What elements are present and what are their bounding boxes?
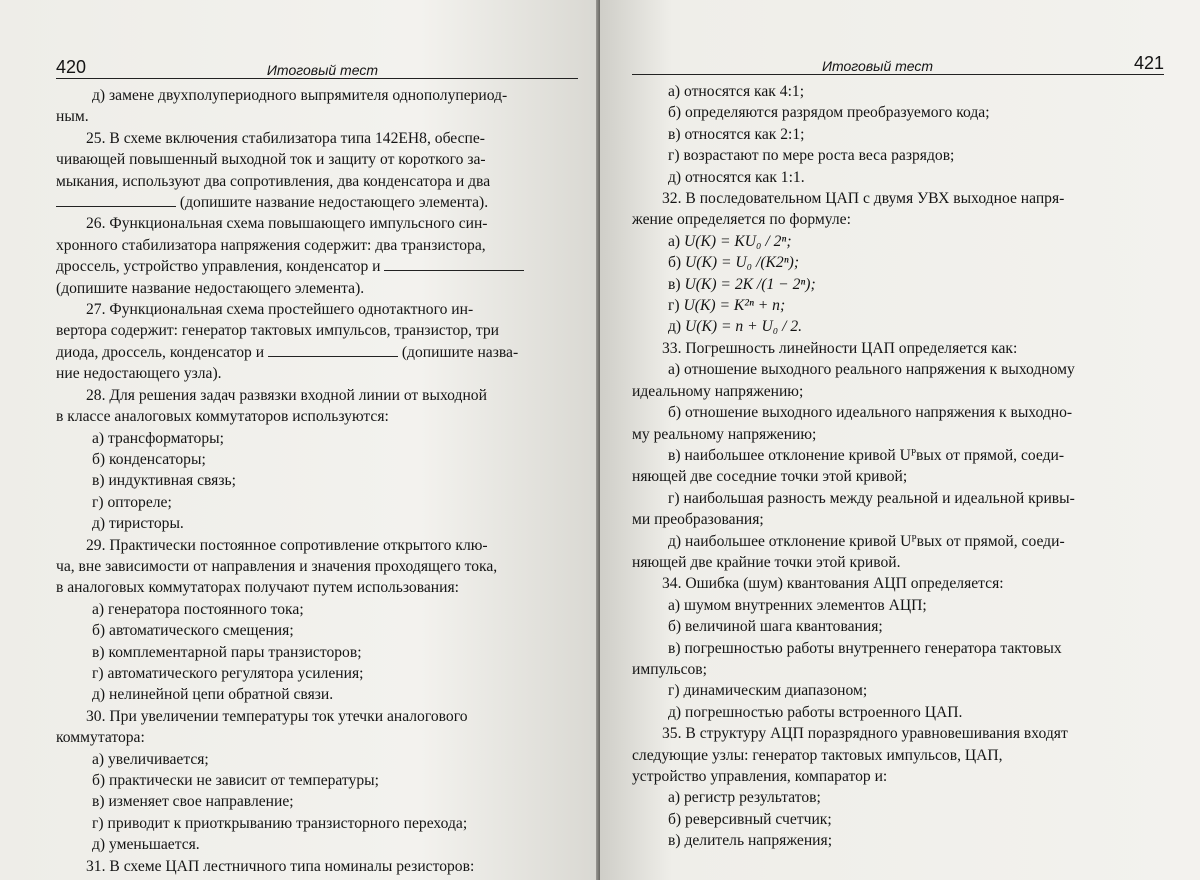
line-text: (допишите название недостающего элемента). [179, 194, 489, 212]
answer-option: в) погрешностью работы внутреннего генератора тактовых [668, 639, 1062, 657]
formula-option [632, 274, 1164, 295]
answer-option: б) автоматического смещения; [92, 622, 294, 640]
answer-option: г) динамическим диапазоном; [668, 682, 868, 700]
option-label: г) [668, 297, 680, 315]
text-line: ным. [56, 108, 89, 126]
question-text: 29. Практически постоянное сопротивление открытого клю- [86, 536, 488, 554]
question-text: 34. Ошибка (шум) квантования АЦП определяется: [662, 575, 1004, 593]
text-line: няющей две соседние точки этой кривой; [632, 468, 908, 486]
text-line: ние недостающего узла). [56, 365, 222, 383]
answer-option: д) относятся как 1:1. [668, 168, 805, 186]
formula-option [632, 252, 1164, 273]
text-line: мыкания, используют два сопротивления, два конденсатора и два [56, 172, 491, 190]
blank-line [56, 192, 176, 207]
option-label: а) [668, 232, 681, 250]
text-line: вертора содержит: генератор тактовых импульсов, транзистор, три [56, 322, 500, 340]
answer-option: в) изменяет свое направление; [92, 793, 294, 811]
text-line: ми преобразования; [632, 511, 764, 529]
running-head-right [632, 48, 1164, 75]
line-text: дроссель, устройство управления, конденсатор и [56, 258, 381, 276]
blank-line [384, 256, 524, 271]
answer-option: д) нелинейной цепи обратной связи. [92, 686, 334, 704]
fill-in-line [56, 192, 578, 213]
formula: U(K) = KU₀ / 2ⁿ; [684, 232, 792, 250]
page-body-left [56, 85, 578, 877]
text-line: чивающей повышенный выходной ток и защиту от короткого за- [56, 151, 486, 169]
answer-option: а) отношение выходного реального напряжения к выходному [668, 361, 1075, 379]
fill-in-line [56, 256, 578, 277]
fill-in-line [56, 342, 578, 363]
answer-option: а) трансформаторы; [92, 429, 224, 447]
answer-option: г) автоматического регулятора усиления; [92, 664, 364, 682]
text-line: импульсов; [632, 660, 707, 678]
option-label: д) [668, 318, 682, 336]
text-line: в аналоговых коммутаторах получают путем использования: [56, 579, 459, 597]
text-line: хронного стабилизатора напряжения содержит: два транзистора, [56, 236, 486, 254]
question-text: 31. В схеме ЦАП лестничного типа номиналы резисторов: [86, 857, 475, 875]
answer-option: а) генератора постоянного тока; [92, 600, 304, 618]
answer-option: г) приводит к приоткрыванию транзисторного перехода; [92, 814, 468, 832]
line-text: (допишите назва- [401, 343, 519, 361]
answer-option: г) оптореле; [92, 493, 172, 511]
answer-option: а) увеличивается; [92, 750, 209, 768]
text-line: коммутатора: [56, 729, 145, 747]
formula: U(K) = U₀ /(K2ⁿ); [685, 254, 800, 272]
answer-option: в) комплементарной пары транзисторов; [92, 643, 362, 661]
text-line: устройство управления, компаратор и: [632, 768, 888, 785]
question-text: 35. В структуру АЦП поразрядного уравновешивания входят [662, 725, 1068, 743]
text-line: в классе аналоговых коммутаторов используются: [56, 408, 389, 426]
answer-option: в) наибольшее отклонение кривой Uᴾвых от прямой, соеди- [668, 446, 1065, 464]
answer-option: д) тиристоры. [92, 515, 184, 533]
answer-option: а) регистр результатов; [668, 789, 821, 807]
option-label: в) [668, 275, 681, 293]
question-text: 30. При увеличении температуры ток утечки аналогового [86, 707, 468, 725]
page-right [600, 0, 1200, 880]
running-title-left: Итоговый тест [266, 62, 378, 78]
question-text: 25. В схеме включения стабилизатора типа 142ЕН8, обеспе- [86, 129, 485, 147]
formula-option [632, 231, 1164, 252]
answer-option: д) уменьшается. [92, 836, 200, 854]
answer-option: б) конденсаторы; [92, 450, 206, 468]
answer-option: в) индуктивная связь; [92, 472, 236, 490]
answer-option: б) отношение выходного идеального напряжения к выходно- [668, 404, 1073, 422]
formula-option [632, 295, 1164, 316]
option-label: б) [668, 254, 682, 272]
answer-option: б) практически не зависит от температуры; [92, 772, 379, 789]
blank-line [268, 342, 398, 357]
formula-option [632, 316, 1164, 337]
line-text: диода, дроссель, конденсатор и [56, 343, 265, 361]
answer-option: в) относятся как 2:1; [668, 125, 805, 143]
answer-option: а) шумом внутренних элементов АЦП; [668, 596, 927, 614]
question-text: 27. Функциональная схема простейшего однотактного ин- [86, 301, 474, 319]
question-text: 32. В последовательном ЦАП с двумя УВХ выходное напря- [662, 190, 1065, 208]
text-line: идеальному напряжению; [632, 382, 804, 400]
page-body-right [632, 81, 1164, 852]
question-text: 33. Погрешность линейности ЦАП определяется как: [662, 339, 1018, 357]
answer-option: а) относятся как 4:1; [668, 83, 805, 100]
formula: U(K) = n + U₀ / 2. [685, 318, 803, 336]
answer-option: б) величиной шага квантования; [668, 618, 883, 636]
answer-option: д) наибольшее отклонение кривой Uᴾвых от прямой, соеди- [668, 532, 1065, 550]
question-text: 26. Функциональная схема повышающего импульсного син- [86, 215, 488, 233]
formula: U(K) = K²ⁿ + n; [683, 297, 786, 315]
answer-option: в) делитель напряжения; [668, 832, 833, 850]
question-text: 28. Для решения задач развязки входной линии от выходной [86, 386, 487, 404]
running-head-left [56, 52, 578, 79]
answer-option: д) замене двухполупериодного выпрямителя однополупериод- [92, 87, 508, 104]
running-title-right: Итоговый тест [822, 58, 934, 74]
answer-option: г) наибольшая разность между реальной и идеальной кривы- [668, 489, 1075, 507]
answer-option: б) реверсивный счетчик; [668, 810, 832, 828]
text-line: няющей две крайние точки этой кривой. [632, 553, 901, 571]
answer-option: д) погрешностью работы встроенного ЦАП. [668, 703, 963, 721]
answer-option: г) возрастают по мере роста веса разрядов; [668, 147, 955, 165]
text-line: жение определяется по формуле: [632, 211, 851, 229]
answer-option: б) определяются разрядом преобразуемого кода; [668, 104, 990, 122]
text-line: (допишите название недостающего элемента). [56, 279, 365, 297]
text-line: ча, вне зависимости от направления и значения проходящего тока, [56, 557, 498, 575]
page-number-right: 421 [1133, 53, 1164, 73]
text-line: следующие узлы: генератор тактовых импульсов, ЦАП, [632, 746, 1003, 764]
page-number-left: 420 [56, 57, 87, 77]
formula: U(K) = 2K /(1 − 2ⁿ); [684, 275, 816, 293]
text-line: му реальному напряжению; [632, 425, 817, 443]
